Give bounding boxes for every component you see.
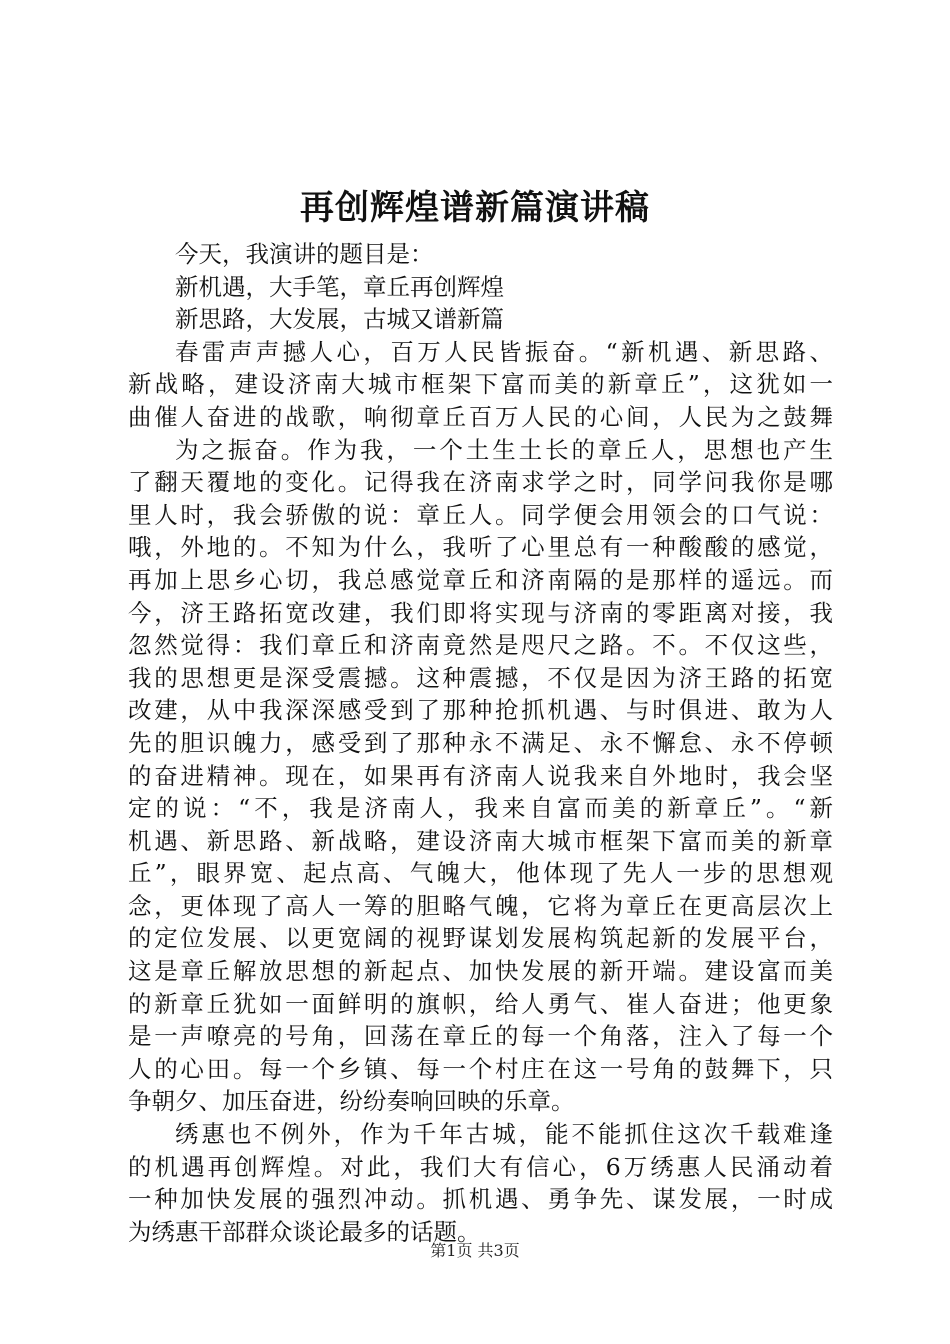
text-line: 丘”，眼界宽、起点高、气魄大，他体现了先人一步的思想观 — [128, 859, 833, 888]
text-line: 是一声嘹亮的号角，回荡在章丘的每一个角落，注入了每一个 — [128, 1022, 833, 1051]
text-line: 今，济王路拓宽改建，我们即将实现与济南的零距离对接，我 — [128, 598, 833, 627]
text-line: 一种加快发展的强烈冲动。抓机遇、勇争先、谋发展，一时成 — [128, 1185, 833, 1214]
text-line: 机遇、新思路、新战略，建设济南大城市框架下富而美的新章 — [128, 826, 833, 855]
text-line: 春雷声声撼人心，百万人民皆振奋。“新机遇、新思路、 — [175, 337, 833, 366]
text-line: 今天，我演讲的题目是： — [175, 240, 434, 268]
text-line: 先的胆识魄力，感受到了那种永不满足、永不懈怠、永不停顿 — [128, 728, 833, 757]
document-body — [128, 238, 833, 1248]
text-line: 里人时，我会骄傲的说：章丘人。同学便会用领会的口气说： — [128, 500, 833, 529]
text-line: 的机遇再创辉煌。对此，我们大有信心，6万绣惠人民涌动着 — [128, 1152, 833, 1181]
text-line: 了翻天覆地的变化。记得我在济南求学之时，同学问我你是哪 — [128, 468, 833, 497]
text-line: 这是章丘解放思想的新起点、加快发展的新开端。建设富而美 — [128, 957, 833, 986]
text-line: 定的说：“不，我是济南人，我来自富而美的新章丘”。“新 — [128, 794, 833, 823]
text-line: 哦，外地的。不知为什么，我听了心里总有一种酸酸的感觉， — [128, 533, 833, 562]
text-line: 新战略，建设济南大城市框架下富而美的新章丘”，这犹如一 — [128, 370, 833, 399]
text-line: 忽然觉得：我们章丘和济南竟然是咫尺之路。不。不仅这些， — [128, 631, 833, 660]
text-line: 人的心田。每一个乡镇、每一个村庄在这一号角的鼓舞下，只 — [128, 1054, 833, 1083]
text-line: 念，更体现了高人一筹的胆略气魄，它将为章丘在更高层次上 — [128, 891, 833, 920]
text-line: 再加上思乡心切，我总感觉章丘和济南隔的是那样的遥远。而 — [128, 565, 833, 594]
text-line: 改建，从中我深深感受到了那种抢抓机遇、与时俱进、敢为人 — [128, 696, 833, 725]
document-title: 再创辉煌谱新篇演讲稿 — [300, 188, 650, 228]
text-line: 曲催人奋进的战歌，响彻章丘百万人民的心间，人民为之鼓舞 — [128, 402, 833, 431]
text-line: 绣惠也不例外，作为千年古城，能不能抓住这次千载难逢 — [175, 1120, 833, 1149]
text-line: 的定位发展、以更宽阔的视野谋划发展构筑起新的发展平台， — [128, 924, 833, 953]
text-line: 新机遇，大手笔，章丘再创辉煌 — [175, 272, 504, 301]
page-footer: 第1页 共3页 — [430, 1241, 520, 1260]
text-line: 为绣惠干部群众谈论最多的话题。 — [128, 1217, 481, 1246]
text-line: 的奋进精神。现在，如果再有济南人说我来自外地时，我会坚 — [128, 761, 833, 790]
text-line: 新思路，大发展，古城又谱新篇 — [175, 305, 504, 334]
text-line: 为之振奋。作为我，一个土生土长的章丘人，思想也产生 — [175, 435, 833, 464]
text-line: 的新章丘犹如一面鲜明的旗帜，给人勇气、崔人奋进；他更象 — [128, 989, 833, 1018]
text-line: 我的思想更是深受震撼。这种震撼，不仅是因为济王路的拓宽 — [128, 663, 833, 692]
text-line: 争朝夕、加压奋进，纷纷奏响回映的乐章。 — [128, 1087, 575, 1116]
